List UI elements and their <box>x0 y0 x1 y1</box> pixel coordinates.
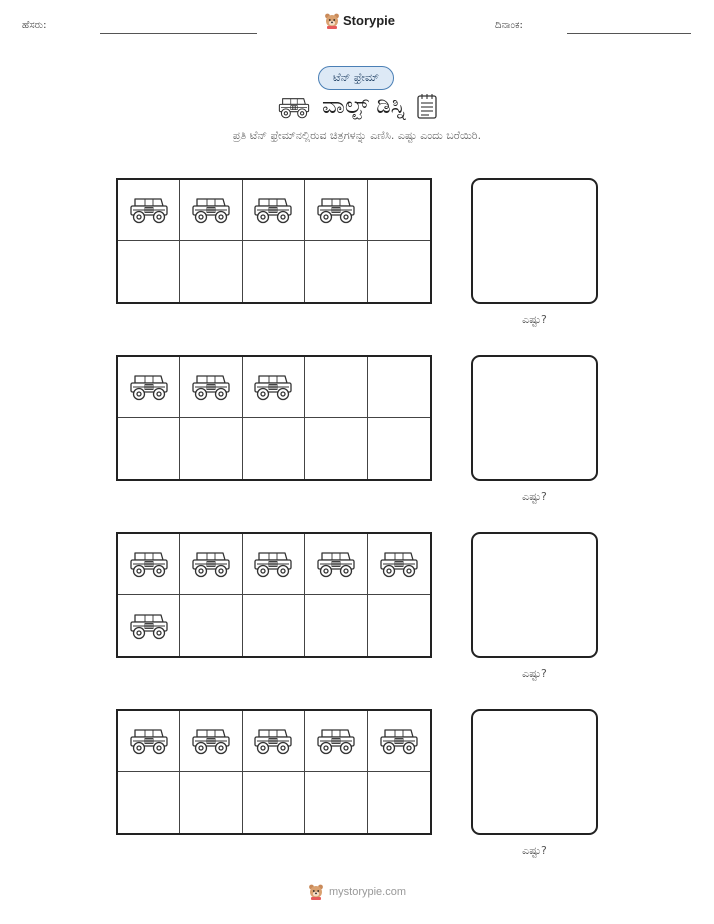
answer-box-1[interactable] <box>471 178 598 304</box>
question-1: ಎಷ್ಟು? <box>522 313 547 326</box>
frame-cell <box>305 534 367 595</box>
question-2: ಎಷ್ಟು? <box>522 490 547 503</box>
frame-cell <box>180 772 242 833</box>
frame-cell <box>180 357 242 418</box>
frame-cell <box>305 180 367 241</box>
date-line[interactable] <box>567 33 691 34</box>
frame-cell <box>305 357 367 418</box>
frame-cell <box>243 595 305 656</box>
jeep-icon <box>127 368 171 406</box>
date-label: ದಿನಾಂಕ: <box>495 20 523 31</box>
frame-cell <box>368 418 430 479</box>
jeep-icon <box>189 191 233 229</box>
frame-cell <box>180 595 242 656</box>
question-3: ಎಷ್ಟು? <box>522 667 547 680</box>
name-line[interactable] <box>100 33 257 34</box>
frame-cell <box>368 711 430 772</box>
jeep-icon <box>189 368 233 406</box>
jeep-icon <box>251 191 295 229</box>
question-4: ಎಷ್ಟು? <box>522 844 547 857</box>
frame-cell <box>368 534 430 595</box>
jeep-icon <box>189 722 233 760</box>
frame-cell <box>305 418 367 479</box>
frame-cell <box>118 772 180 833</box>
bear-mascot-icon <box>324 12 340 29</box>
frame-cell <box>243 711 305 772</box>
frame-cell <box>368 241 430 302</box>
instructions: ಪ್ರತಿ ಟೆನ್ ಫ್ರೇಮ್‌ನಲ್ಲಿರುವ ಚಿತ್ರಗಳನ್ನು ಎಣಿಸಿ. ಎಷ್ಟು ಎಂದು ಬರೆಯಿರಿ. <box>232 129 482 142</box>
frame-cell <box>243 241 305 302</box>
frame-cell <box>305 595 367 656</box>
frame-cell <box>243 357 305 418</box>
jeep-icon <box>127 607 171 645</box>
ten-frame-4 <box>116 709 432 835</box>
frame-cell <box>368 357 430 418</box>
frame-cell <box>180 711 242 772</box>
ten-frame-2 <box>116 355 432 481</box>
jeep-icon <box>314 545 358 583</box>
jeep-icon <box>314 191 358 229</box>
frame-cell <box>305 711 367 772</box>
frame-cell <box>243 418 305 479</box>
answer-box-4[interactable] <box>471 709 598 835</box>
jeep-icon <box>189 545 233 583</box>
worksheet-badge: ಟೆನ್ ಫ್ರೇಮ್ <box>318 66 394 90</box>
jeep-icon <box>251 368 295 406</box>
answer-box-2[interactable] <box>471 355 598 481</box>
frame-cell <box>118 241 180 302</box>
bear-mascot-icon <box>308 883 324 900</box>
frame-cell <box>305 241 367 302</box>
jeep-icon <box>377 722 421 760</box>
title-row <box>0 93 714 119</box>
footer <box>0 883 714 900</box>
jeep-icon <box>127 545 171 583</box>
ten-frame-1 <box>116 178 432 304</box>
notepad-icon <box>416 93 438 119</box>
answer-box-3[interactable] <box>471 532 598 658</box>
frame-cell <box>305 772 367 833</box>
jeep-icon <box>127 722 171 760</box>
frame-cell <box>118 534 180 595</box>
jeep-icon <box>276 93 312 119</box>
frame-cell <box>368 180 430 241</box>
frame-cell <box>180 241 242 302</box>
frame-cell <box>243 772 305 833</box>
jeep-icon <box>127 191 171 229</box>
frame-cell <box>118 357 180 418</box>
frame-cell <box>118 418 180 479</box>
jeep-icon <box>251 722 295 760</box>
frame-cell <box>180 418 242 479</box>
frame-cell <box>243 534 305 595</box>
ten-frame-3 <box>116 532 432 658</box>
frame-cell <box>180 180 242 241</box>
frame-cell <box>118 595 180 656</box>
jeep-icon <box>314 722 358 760</box>
brand-name: Storypie <box>343 13 396 28</box>
brand-logo <box>324 12 395 29</box>
frame-cell <box>118 180 180 241</box>
jeep-icon <box>377 545 421 583</box>
frame-cell <box>368 595 430 656</box>
frame-cell <box>243 180 305 241</box>
page-title: ವಾಲ್ಟ್ ಡಿಸ್ನಿ <box>321 93 407 119</box>
frame-cell <box>180 534 242 595</box>
jeep-icon <box>251 545 295 583</box>
frame-cell <box>118 711 180 772</box>
frame-cell <box>368 772 430 833</box>
footer-site: mystorypie.com <box>328 885 407 898</box>
name-label: ಹೆಸರು: <box>22 20 47 31</box>
